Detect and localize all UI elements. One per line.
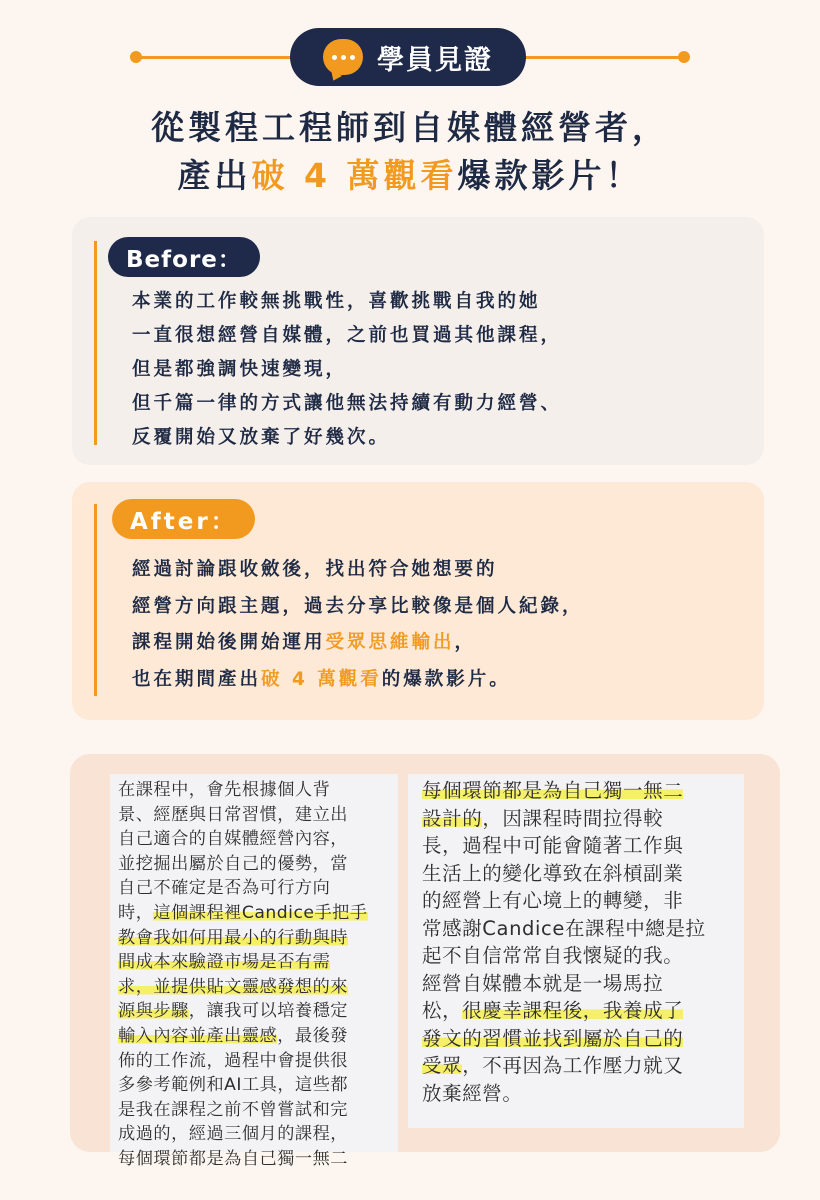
testimonial-line [422,832,744,860]
testimonial-text: 佈的工作流，過程中會提供很 [118,1050,348,1071]
testimonial-line [422,805,744,833]
testimonial-line [422,1025,744,1053]
after-text-part: 也在期間產出 [132,668,262,690]
highlighted-text: 很慶幸課程後，我養成了 [462,999,684,1022]
after-text [132,552,584,698]
testimonial-line [118,1073,398,1098]
testimonial-screenshot-left [110,774,398,1169]
badge-label: 學員見證 [377,44,493,76]
header-divider-right [520,56,685,59]
testimonial-line [422,777,744,805]
testimonial-line [118,803,398,828]
testimonial-line [422,1052,744,1080]
testimonial-text: ，不再因為工作壓力就又 [462,1054,684,1077]
testimonial-text: 長，過程中可能會隨著工作與 [422,834,684,857]
testimonial-line [422,887,744,915]
after-line [132,662,584,699]
testimonial-line [422,915,744,943]
testimonial-line [422,1080,744,1108]
testimonial-line [118,1098,398,1123]
testimonial-screenshot-right [408,774,744,1128]
title-text: 爆款影片！ [457,156,643,195]
highlighted-text: 求，並提供貼文靈感發想的來 [118,976,348,997]
testimonial-line [422,970,744,998]
highlighted-text: 設計的 [422,806,483,830]
after-text-part: 的爆款影片。 [381,668,511,690]
after-highlight: 受眾思維輸出 [325,632,455,653]
after-label: After： [112,499,255,539]
title-highlight: 破 4 萬觀看 [251,156,458,195]
testimonial-line [118,950,398,975]
testimonial-text-right [408,774,744,1107]
testimonial-line [118,1049,398,1074]
testimonial-text: 是我在課程之前不曾嘗試和完 [118,1099,348,1120]
testimonial-text: 成過的，經過三個月的課程， [118,1124,348,1145]
before-line: 反覆開始又放棄了好幾次。 [132,427,391,448]
chat-bubble-icon [323,39,363,75]
testimonial-line [118,1147,398,1172]
after-line: 經營方向跟主題，過去分享比較像是個人紀錄， [132,595,584,617]
page-title [0,104,820,200]
testimonial-text: ，最後發 [277,1025,348,1046]
testimonial-text: 並挖掘出屬於自己的優勢，當 [118,853,348,874]
header-dot-right [678,51,690,63]
after-line: 經過討論跟收斂後，找出符合她想要的 [132,559,498,580]
testimonial-panel [70,754,780,1169]
title-line-1: 從製程工程師到自媒體經營者， [151,108,669,147]
testimonial-line [422,997,744,1025]
highlighted-text: 受眾 [422,1054,463,1077]
before-line: 但是都強調快速變現， [132,359,348,380]
testimonial-text: 經營自媒體本就是一場馬拉 [422,971,664,995]
highlighted-text: 源與步驟 [118,1001,189,1022]
card-accent-bar [94,241,97,445]
after-text-part: ， [454,632,477,653]
after-card [72,482,764,720]
header-divider-left [135,56,300,59]
testimonial-line [118,999,398,1024]
title-text: 產出 [177,156,252,195]
highlighted-text: 發文的習慣並找到屬於自己的 [422,1026,684,1050]
testimonial-text: 每個環節都是為自己獨一無二 [118,1148,348,1169]
before-card [72,217,764,465]
testimonial-line [118,901,398,926]
testimonial-text: 多參考範例和AI工具，這些都 [118,1075,349,1096]
testimonial-line [422,942,744,970]
testimonial-text-left [110,774,398,1172]
highlighted-text: 這個課程裡Candice手把手 [153,902,368,923]
after-text-part: 課程開始後開始運用 [132,632,326,653]
testimonial-line [422,860,744,888]
testimonial-line [118,1122,398,1147]
before-label: Before： [108,237,260,277]
testimonial-line [118,778,398,803]
before-text [132,285,562,455]
testimonial-text: 自己適合的自媒體經營內容， [118,829,348,850]
highlighted-text: 間成本來驗證市場是否有需 [118,952,331,973]
testimonial-line [118,1024,398,1049]
testimonial-line [118,852,398,877]
testimonial-text: 的經營上有心境上的轉變，非 [422,889,684,912]
testimonial-text: 時， [118,902,154,923]
testimonial-line [118,926,398,951]
header-dot-left [130,51,142,63]
testimonial-text: ，因課程時間拉得較 [482,806,664,830]
testimonial-text: 自己不確定是否為可行方向 [118,878,331,899]
testimonial-text: 放棄經營。 [422,1081,523,1105]
before-line: 本業的工作較無挑戰性，喜歡挑戰自我的她 [132,291,541,312]
title-line-2 [0,152,820,200]
testimonial-text: 常感謝Candice在課程中總是拉 [422,916,706,940]
before-line: 一直很想經營自媒體，之前也買過其他課程， [132,325,563,346]
testimonial-text: 起不自信常常自我懷疑的我。 [422,944,684,967]
testimonial-text: 松， [422,999,463,1022]
section-header [0,28,820,86]
testimonial-text: 在課程中，會先根據個人背 [118,780,331,800]
highlighted-text: 輸入內容並產出靈感 [118,1025,278,1046]
testimonial-line [118,975,398,1000]
testimonial-line [118,876,398,901]
testimonial-text: 生活上的變化導致在斜槓副業 [422,861,684,885]
before-line: 但千篇一律的方式讓他無法持續有動力經營、 [132,393,563,414]
highlighted-text: 教會我如何用最小的行動與時 [118,927,348,948]
after-line [132,625,584,662]
highlighted-text: 每個環節都是為自己獨一無二 [422,779,684,802]
after-highlight: 破 4 萬觀看 [261,668,382,690]
card-accent-bar [94,504,97,696]
testimonial-badge [290,28,526,86]
testimonial-line [118,827,398,852]
testimonial-text: 景、經歷與日常習慣，建立出 [118,804,348,825]
testimonial-text: ，讓我可以培養穩定 [188,1001,348,1022]
